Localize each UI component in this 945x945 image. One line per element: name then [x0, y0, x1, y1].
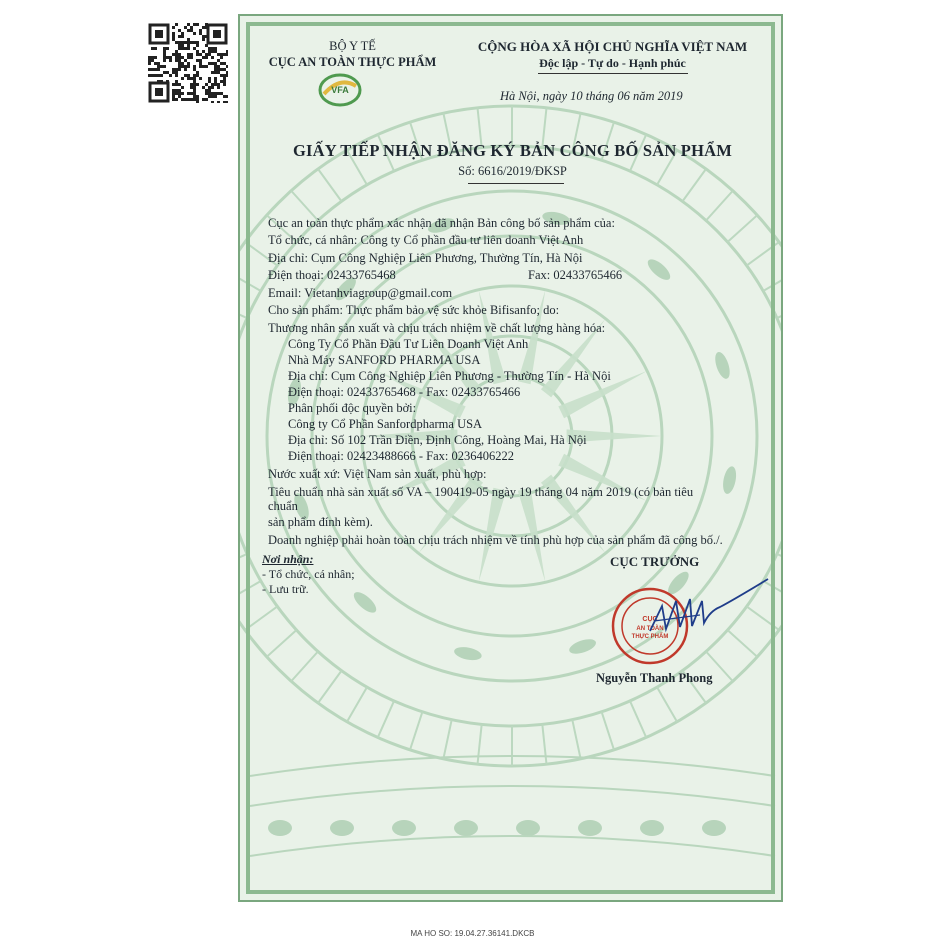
- body-line: Công ty Cổ Phần Sanfordpharma USA: [288, 417, 483, 431]
- dossier-code: MA HO SO: 19.04.27.36141.DKCB: [410, 929, 535, 938]
- qr-code: [148, 23, 228, 103]
- body-line: chuẩn: [268, 499, 298, 513]
- department-name: CỤC AN TOÀN THỰC PHẨM: [268, 55, 437, 69]
- signer-name: Nguyễn Thanh Phong: [596, 671, 713, 685]
- vfa-logo-icon: [318, 72, 362, 108]
- svg-text:CỤC: CỤC: [642, 616, 658, 623]
- number-underline: [468, 183, 564, 184]
- body-line: Doanh nghiệp phải hoàn toàn chịu trách nhiệm về tính phù hợp của sản phẩm đã công bố./.: [268, 533, 723, 547]
- body-line: Công Ty Cổ Phần Đầu Tư Liên Doanh Việt Anh: [288, 337, 529, 351]
- issuing-authority: [260, 38, 445, 70]
- recipient-item: - Lưu trữ.: [262, 582, 309, 596]
- body-line: Điện thoại: 02423488666 - Fax: 0236406222: [288, 449, 515, 463]
- body-line: Cho sản phẩm: Thực phẩm bảo vệ sức khỏe Bifisanfo; do:: [268, 303, 560, 317]
- body-line: Phân phối độc quyền bởi:: [288, 401, 417, 415]
- fax-number: Fax: 02433765466: [528, 268, 623, 282]
- ministry-name: BỘ Y TẾ: [329, 39, 376, 53]
- body-line: Điện thoại: 02433765468: [268, 268, 396, 282]
- republic-name: CỘNG HÒA XÃ HỘI CHỦ NGHĨA VIỆT NAM: [477, 39, 748, 54]
- svg-text:AN TOÀN: AN TOÀN: [636, 626, 664, 632]
- document-title: GIẤY TIẾP NHẬN ĐĂNG KÝ BẢN CÔNG BỐ SẢN PHẨM: [292, 141, 732, 160]
- certificate-document: [238, 14, 783, 902]
- body-line: Nước xuất xứ: Việt Nam sản xuất, phù hợp:: [268, 467, 487, 481]
- national-motto: Độc lập - Tự do - Hạnh phúc: [539, 56, 686, 70]
- body-line: Địa chỉ: Cụm Công Nghiệp Liên Phương - Thường Tín - Hà Nội: [288, 369, 611, 383]
- document-number: Số: 6616/2019/ĐKSP: [458, 164, 567, 178]
- recipients-heading: Nơi nhận:: [262, 552, 314, 566]
- body-line: Nhà Máy SANFORD PHARMA USA: [288, 353, 481, 367]
- body-line: Thương nhân sản xuất và chịu trách nhiệm về chất lượng hàng hóa:: [268, 321, 606, 335]
- recipients-block: [262, 552, 355, 597]
- body-line: Cục an toàn thực phẩm xác nhận đã nhận Bản công bố sản phẩm của:: [268, 216, 615, 230]
- signatory-title: CỤC TRƯỞNG: [610, 554, 700, 569]
- recipient-item: - Tổ chức, cá nhân;: [262, 567, 355, 581]
- body-line: Điện thoại: 02433765468 - Fax: 02433765466: [288, 385, 521, 399]
- issue-date: Hà Nội, ngày 10 tháng 06 năm 2019: [500, 89, 683, 103]
- body-line: sản phẩm đính kèm).: [268, 515, 373, 529]
- svg-text:VFA: VFA: [331, 85, 349, 95]
- national-heading: [460, 38, 765, 74]
- handwritten-signature: [640, 571, 770, 651]
- body-line: Email: Vietanhviagroup@gmail.com: [268, 286, 453, 300]
- body-line: Tiêu chuẩn nhà sản xuất số VA – 190419-05 ngày 19 tháng 04 năm 2019 (có bản tiêu: [268, 485, 694, 499]
- motto-underline: [538, 73, 688, 74]
- svg-text:THỰC PHẨM: THỰC PHẨM: [631, 634, 669, 640]
- body-line: Địa chỉ: Cụm Công Nghiệp Liên Phương, Thường Tín, Hà Nội: [268, 251, 583, 265]
- body-line: Tổ chức, cá nhân: Công ty Cổ phần đầu tư liên doanh Việt Anh: [268, 233, 584, 247]
- body-line: Địa chỉ: Số 102 Trần Điền, Định Công, Hoàng Mai, Hà Nội: [288, 433, 587, 447]
